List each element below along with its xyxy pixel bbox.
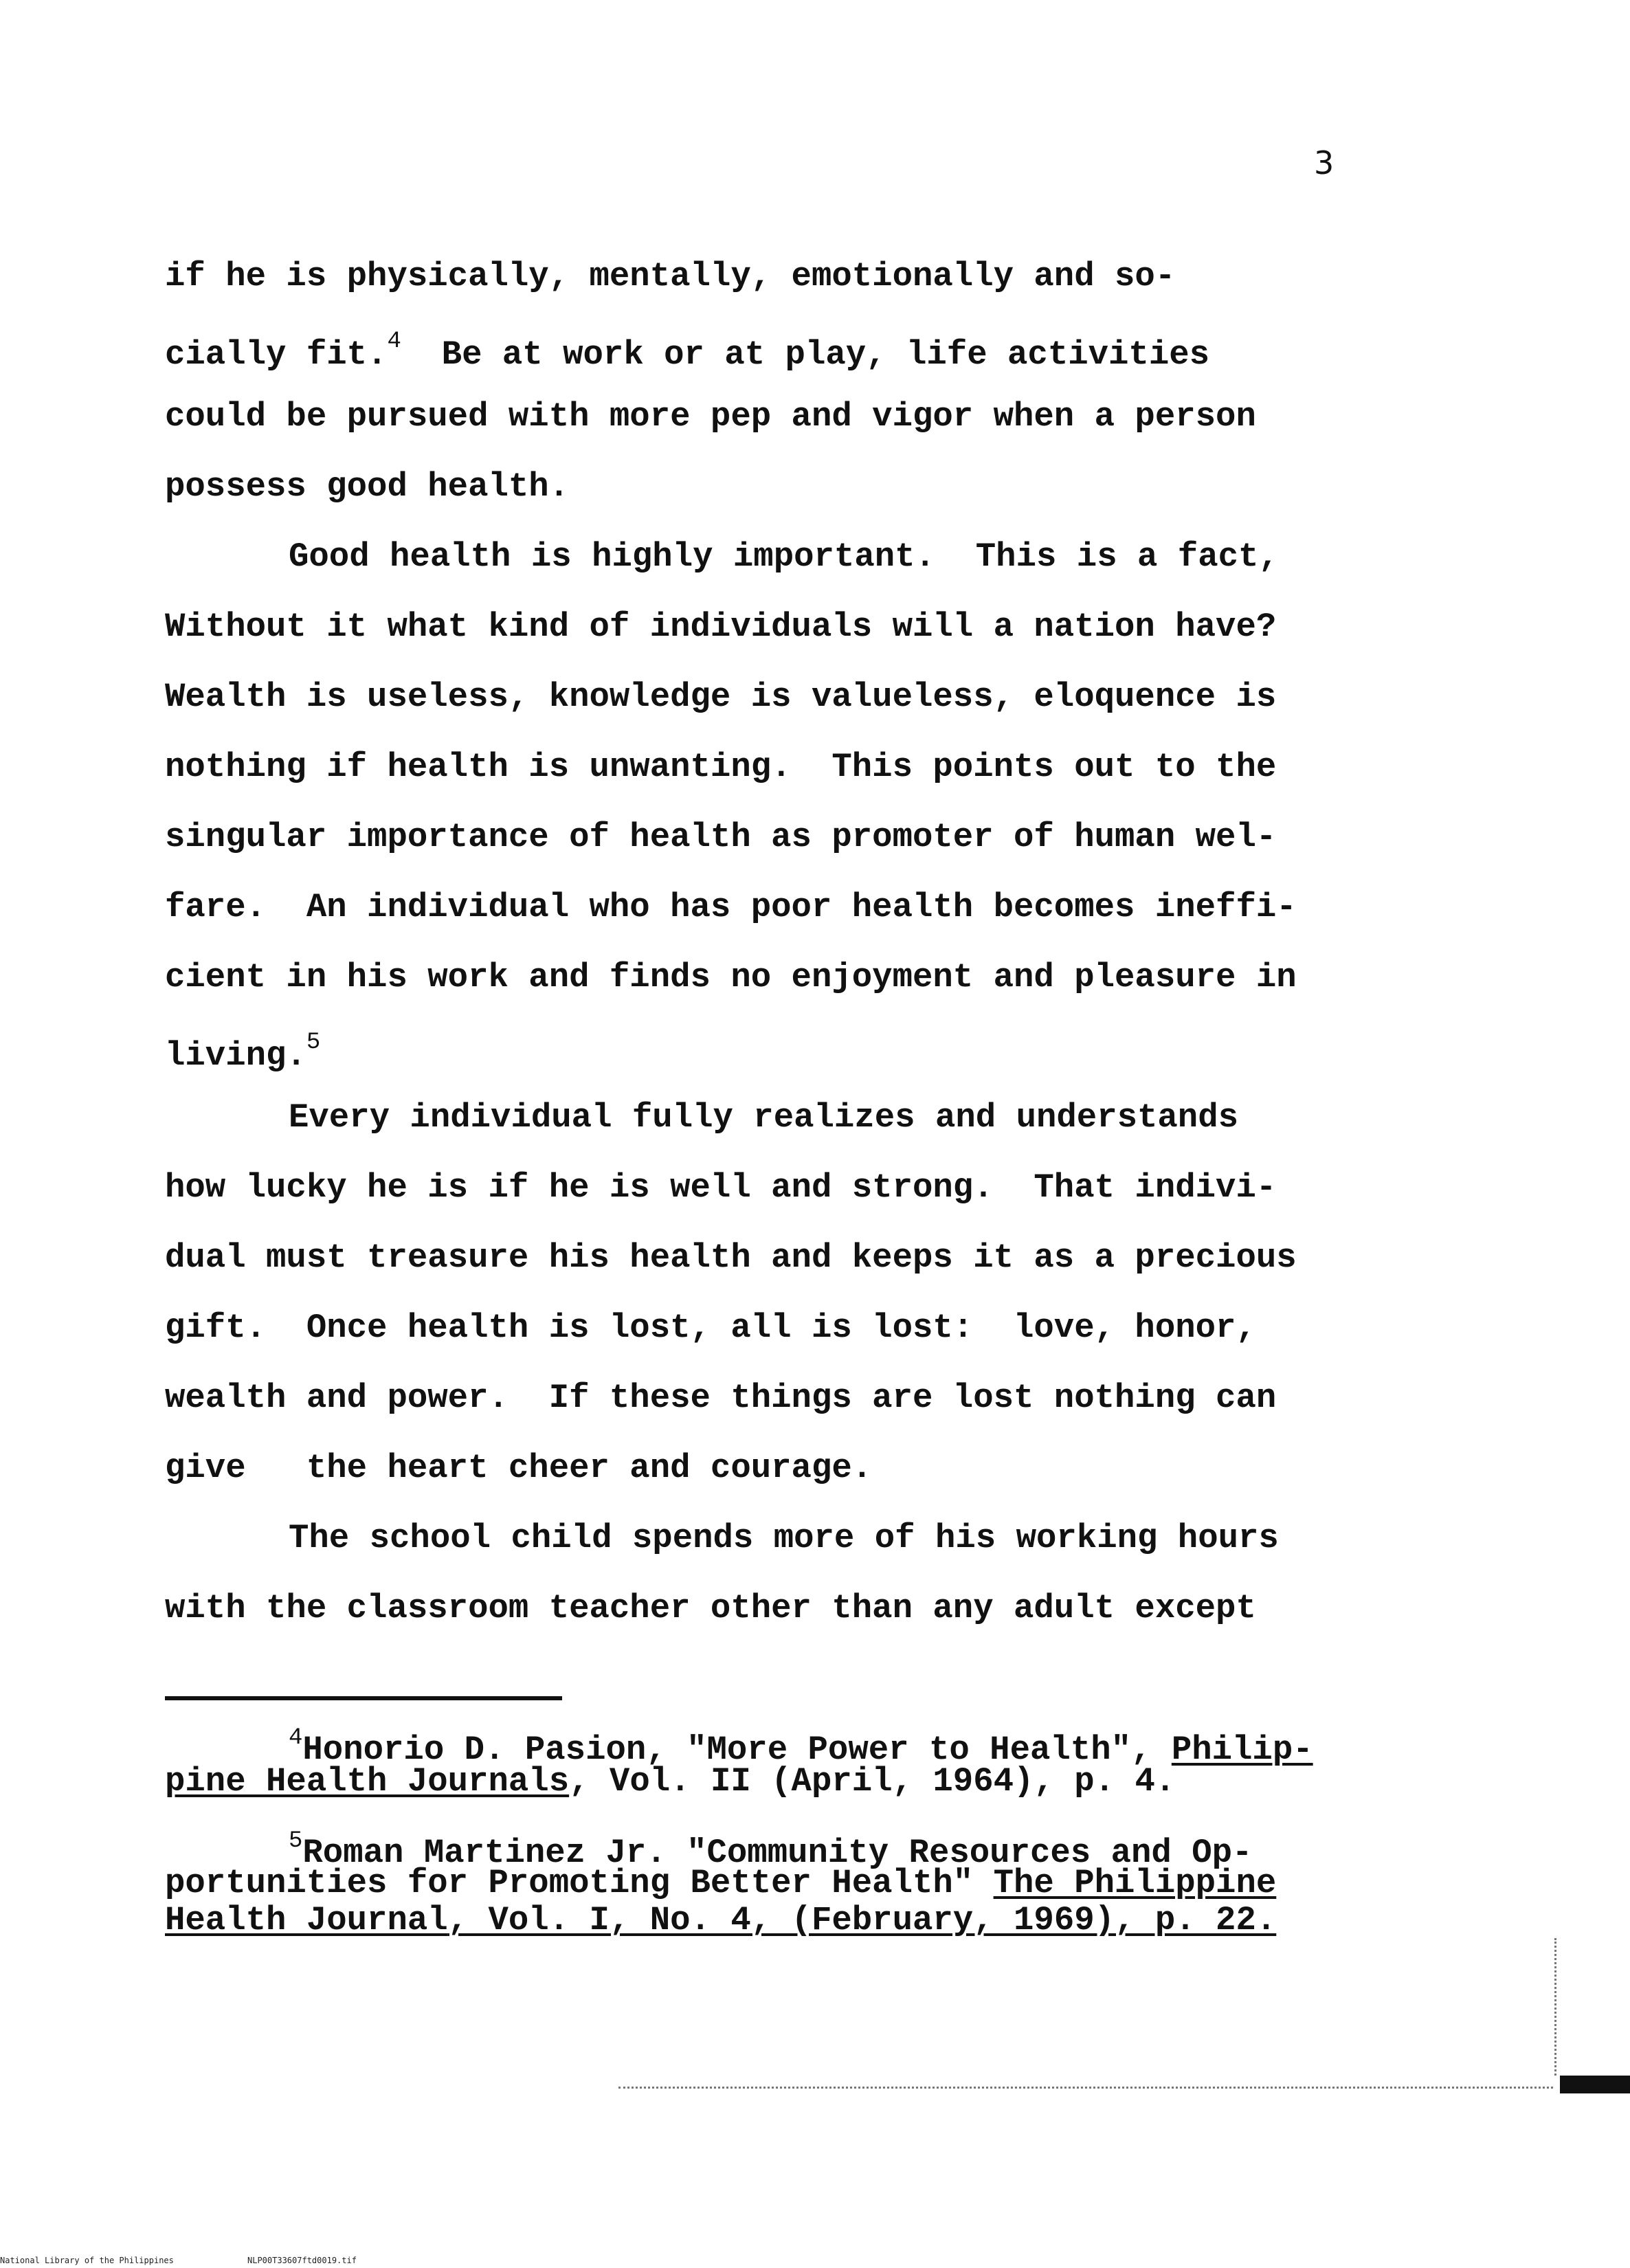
footnote-5-cont <box>165 1901 1277 1939</box>
paragraph-start: Good health is highly important. This is a fact, <box>289 537 1279 576</box>
body-line: gift. Once health is lost, all is lost: love, honor, <box>165 1309 1256 1347</box>
footnote-separator <box>165 1696 562 1700</box>
body-line <box>165 1031 320 1073</box>
footnote-5-cont <box>165 1864 1277 1902</box>
body-line: fare. An individual who has poor health becomes ineffi- <box>165 888 1297 926</box>
page-number: 3 <box>1314 144 1335 181</box>
body-line: dual must treasure his health and keeps it as a precious <box>165 1238 1297 1277</box>
body-line: nothing if health is unwanting. This points out to the <box>165 748 1277 786</box>
body-line: possess good health. <box>165 467 570 506</box>
body-line: cient in his work and finds no enjoyment and pleasure in <box>165 958 1297 997</box>
body-line: if he is physically, mentally, emotionally and so- <box>165 257 1176 296</box>
body-line: Wealth is useless, knowledge is valueless, eloquence is <box>165 678 1277 716</box>
body-line: Without it what kind of individuals will a nation have? <box>165 608 1277 646</box>
body-line-text: Be at work or at play, life activities <box>441 335 1210 374</box>
footnote-journal: pine Health Journals <box>165 1762 570 1801</box>
body-line: how lucky he is if he is well and strong. That indivi- <box>165 1168 1277 1207</box>
body-line: with the classroom teacher other than any adult except <box>165 1589 1256 1627</box>
file-id: NLP00T33607ftd0019.tif <box>247 2256 357 2265</box>
body-line: give the heart cheer and courage. <box>165 1449 873 1487</box>
body-line: could be pursued with more pep and vigor when a person <box>165 397 1256 436</box>
scan-edge-mark <box>1560 2076 1630 2093</box>
footnote-ref-5: 5 <box>306 1030 321 1056</box>
body-line: singular importance of health as promoter of human wel- <box>165 818 1277 856</box>
scan-artifact <box>618 2087 1553 2091</box>
footnote-4 <box>289 1726 1313 1767</box>
library-caption: National Library of the Philippines <box>0 2256 174 2265</box>
footnote-mark: 5 <box>289 1828 303 1854</box>
footnote-text: Roman Martinez Jr. "Community Resources and Op- <box>302 1834 1253 1872</box>
body-line: wealth and power. If these things are lost nothing can <box>165 1379 1277 1417</box>
paragraph-start: The school child spends more of his working hours <box>289 1519 1279 1557</box>
body-line-text: cially fit. <box>165 335 388 374</box>
footnote-journal: Philip- <box>1171 1731 1313 1769</box>
scan-artifact <box>1554 1938 1559 2076</box>
footnote-text: portunities for Promoting Better Health" <box>165 1864 994 1902</box>
footnote-text: , Vol. I, No. 4, (February, 1969), p. 22. <box>447 1901 1277 1939</box>
footnote-mark: 4 <box>289 1725 303 1751</box>
footnote-text: , Vol. II (April, 1964), p. 4. <box>569 1762 1176 1801</box>
paragraph-start: Every individual fully realizes and understands <box>289 1098 1239 1137</box>
footnote-ref-4: 4 <box>387 329 401 355</box>
footnote-journal: The Philippine <box>993 1864 1277 1902</box>
footnote-4-cont <box>165 1762 1176 1801</box>
body-line <box>165 330 1209 372</box>
body-line-text: living. <box>165 1036 306 1075</box>
footnote-journal: Health Journal <box>165 1901 448 1939</box>
footnote-text: Honorio D. Pasion, "More Power to Health", <box>302 1731 1172 1769</box>
